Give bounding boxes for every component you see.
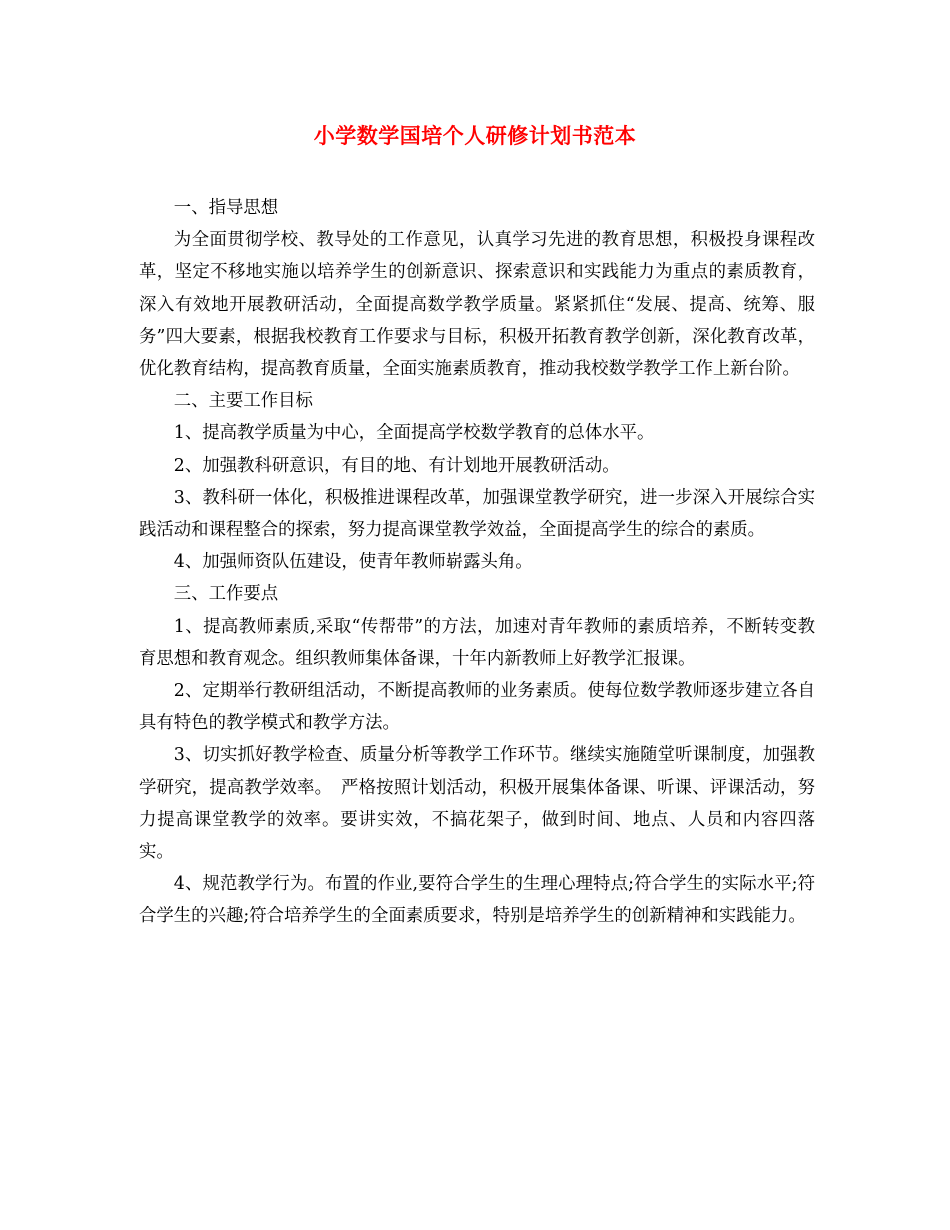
goal-item-3: 3、教科研一体化，积极推进课程改革，加强课堂教学研究，进一步深入开展综合实践活动和课程整合的探索，努力提高课堂教学效益，全面提高学生的综合的素质。 — [139, 487, 815, 541]
document-body — [139, 192, 815, 933]
document-title: 小学数学国培个人研修计划书范本 — [313, 123, 637, 148]
work-point-4: 4、规范教学行为。布置的作业,要符合学生的生理心理特点;符合学生的实际水平;符合学生的兴趣;符合培养学生的全面素质要求，特别是培养学生的创新精神和实践能力。 — [139, 874, 815, 927]
work-point-2: 2、定期举行教研组活动，不断提高教师的业务素质。使每位数学教师逐步建立各自具有特色的教学模式和教学方法。 — [139, 681, 815, 734]
goal-item-4: 4、加强师资队伍建设，使青年教师崭露头角。 — [173, 552, 533, 573]
goal-item-1: 1、提高教学质量为中心，全面提高学校数学教育的总体水平。 — [173, 423, 655, 444]
heading-guiding-ideology: 一、指导思想 — [173, 198, 279, 218]
heading-work-points: 三、工作要点 — [173, 584, 279, 605]
paragraph-guiding-ideology: 为全面贯彻学校、教导处的工作意见，认真学习先进的教育思想，积极投身课程改革，坚定不移地实施以培养学生的创新意识、探索意识和实践能力为重点的素质教育，深入有效地开展教研活动，全面提高数学教学质量。紧紧抓住“发展、提高、统筹、服务”四大要素，根据我校教育工作要求与目标，积极开拓教育教学创新，深化教育改革，优化教育结构，提高教育质量，全面实施素质教育，推动我校数学教学工作上新台阶。 — [139, 230, 815, 380]
goal-item-2: 2、加强教科研意识，有目的地、有计划地开展教研活动。 — [173, 455, 620, 476]
work-point-1: 1、提高教师素质,采取“传帮带”的方法，加速对青年教师的素质培养，不断转变教育思想和教育观念。组织教师集体备课，十年内新教师上好教学汇报课。 — [139, 616, 815, 669]
work-point-3: 3、切实抓好教学检查、质量分析等教学工作环节。继续实施随堂听课制度，加强教学研究，提高教学效率。 严格按照计划活动，积极开展集体备课、听课、评课活动，努力提高课堂教学的效率。要讲实效，不搞花架子，做到时间、地点、人员和内容四落实。 — [139, 745, 815, 863]
heading-main-goals: 二、主要工作目标 — [173, 391, 313, 412]
